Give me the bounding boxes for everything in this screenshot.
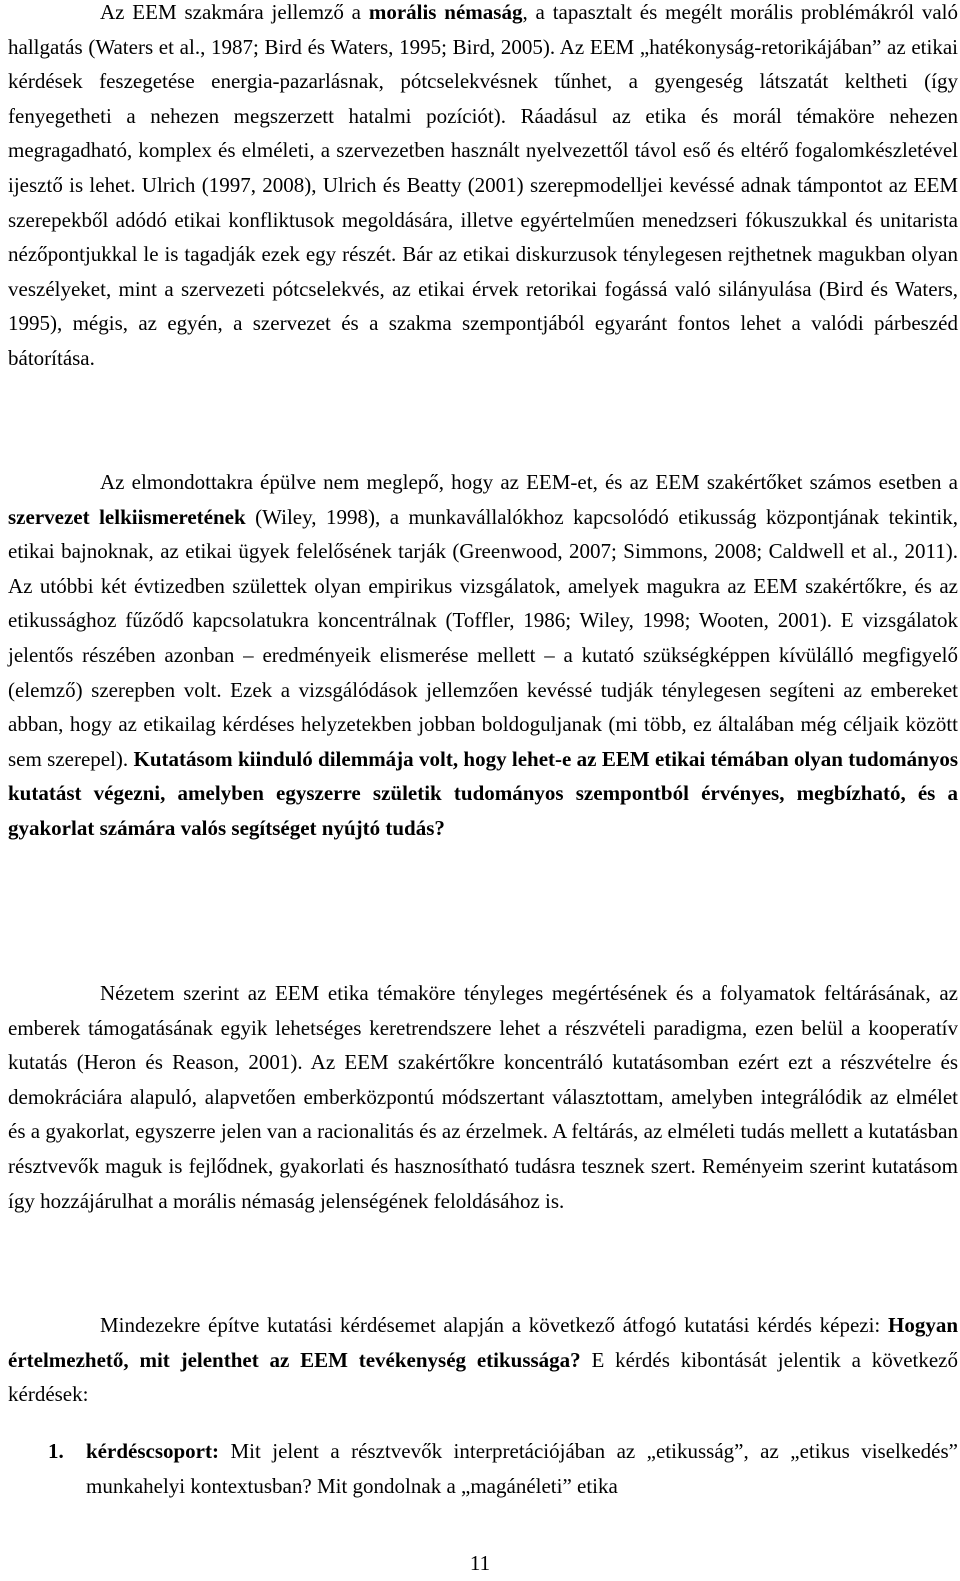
- paragraph-organizational-conscience: [8, 465, 958, 846]
- paragraph-research-question: [8, 1308, 958, 1412]
- text-run: E kérdés kibontását jelentik a következő kérdések:: [8, 1347, 958, 1407]
- list-item-heading: kérdéscsoport:: [86, 1439, 219, 1463]
- page-number: 11: [469, 1551, 491, 1575]
- text-run: (Wiley, 1998), a munkavállalókhoz kapcsolódó etikusság központjának tekintik, etikai bajnoknak, az etikai ügyek felelősének tarják (Greenwood, 2007; Simmons, 2008; Caldwell et al., 2011). Az utóbbi két évtizedben születtek olyan empirikus vizsgálatok, amelyek magukra az EEM szakértőkre, és az etikussághoz fűződő kapcsolatukra koncentrálnak (Toffler, 1986; Wiley, 1998; Wooten, 2001). E vizsgálatok jelentős részében azonban – eredményeik elismerése mellett – a kutató szükségképpen kívülálló megfigyelő (elemző) szerepben volt. Ezek a vizsgálódások jellemzően kevéssé tudják ténylegesen segíteni az embereket abban, hogy az etikailag kérdéses helyzetekben jobban boldoguljanak (mi több, ez általában még céljaik között sem szerepel).: [8, 504, 958, 771]
- question-list: [48, 1434, 958, 1503]
- bold-term-conscience: szervezet lelkiismeretének: [8, 504, 246, 529]
- text-run: Az elmondottakra épülve nem meglepő, hogy az EEM-et, és az EEM szakértőket számos esetben a: [100, 470, 958, 494]
- bold-research-dilemma: Kutatásom kiinduló dilemmája volt, hogy lehet-e az EEM etikai témában olyan tudományos kutatást végezni, amelyben egyszerre születik tudományos szempontból érvényes, megbízható, és a gyakorlat számára valós segítséget nyújtó tudás?: [8, 746, 958, 840]
- bold-term-moral-silence: morális némaság: [368, 0, 523, 24]
- list-item-text: Mit jelent a résztvevők interpretációjában az „etikusság”, az „etikus viselkedés” munkahelyi kontextusban? Mit gondolnak a „magánéleti” etika: [86, 1439, 958, 1498]
- bold-research-question: Hogyan értelmezhető, mit jelenthet az EEM tevékenység etikussága?: [8, 1313, 958, 1372]
- paragraph-participatory-paradigm: [8, 976, 958, 1218]
- list-item-number: 1.: [48, 1439, 64, 1463]
- list-item: [48, 1434, 958, 1503]
- text-run: Mindezekre építve kutatási kérdésemet alapján a következő átfogó kutatási kérdés képezi:: [100, 1313, 888, 1337]
- text-run: , a tapasztalt és megélt morális problémákról való hallgatás (Waters et al., 1987; Bird és Waters, 1995; Bird, 2005). Az EEM „hatékonyság-retorikájában” az etikai kérdések feszegetése energia-pazarlásnak, pótcselekvésnek tűnhet, a gyengeség látszatát keltheti (így fenyegetheti a nehezen megszerzett hatalmi pozíciót). Ráadásul az etika és morál témaköre nehezen megragadható, komplex és elméleti, a szervezetben használt nyelvezettől távol eső és eltérő fogalomkészletével ijesztő is lehet. Ulrich (1997, 2008), Ulrich és Beatty (2001) szerepmodelljei kevéssé adnak támpontot az EEM szerepekből adódó etikai konfliktusok megoldására, illetve egyértelműen menedzseri fókuszukkal és unitarista nézőpontjukkal le is tagadják ezek egy részét. Bár az etikai diskurzusok ténylegesen rejthetnek magukban olyan veszélyeket, mint a szervezeti pótcselekvés, az etikai érvek retorikai fogássá való silányulása (Bird és Waters, 1995), mégis, az egyén, a szervezet és a szakma szempontjából egyaránt fontos lehet a valódi párbeszéd bátorítása.: [8, 0, 959, 370]
- text-run: Nézetem szerint az EEM etika témaköre tényleges megértésének és a folyamatok feltárásának, az emberek támogatásának egyik lehetséges keretrendszere lehet a részvételi paradigma, ezen belül a kooperatív kutatás (Heron és Reason, 2001). Az EEM szakértőkre koncentráló kutatásomban ezért ezt a részvételre és demokráciára alapuló, alapvetően emberközpontú módszertant választottam, amelyben integrálódik az elmélet és a gyakorlat, egyszerre jelen van a racionalitás és az érzelmek. A feltárás, az elméleti tudás mellett a kutatásban résztvevők maguk is fejlődnek, gyakorlati és hasznosítható tudásra tesznek szert. Reményeim szerint kutatásom így hozzájárulhat a morális némaság jelenségének feloldásához is.: [8, 981, 958, 1213]
- text-run: Az EEM szakmára jellemző a: [100, 0, 369, 24]
- paragraph-moral-silence: [8, 0, 958, 376]
